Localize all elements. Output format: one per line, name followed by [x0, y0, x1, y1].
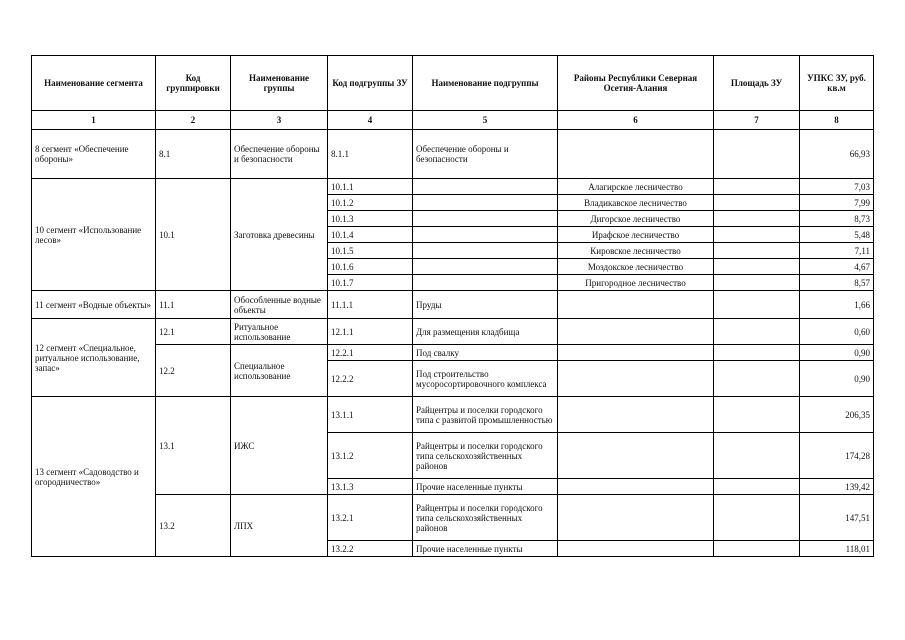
subgroup-code: 10.1.4 [328, 227, 413, 243]
column-number: 7 [714, 111, 800, 130]
subgroup-code: 8.1.1 [328, 130, 413, 179]
subgroup-name: Прочие населенные пункты [413, 479, 558, 495]
subgroup-name: Для размещения кладбища [413, 319, 558, 345]
subgroup-name [413, 243, 558, 259]
subgroup-code: 10.1.2 [328, 195, 413, 211]
area [714, 275, 800, 291]
table-row [32, 345, 874, 361]
upks-value: 8,73 [800, 211, 874, 227]
area [714, 495, 800, 541]
upks-value: 4,67 [800, 259, 874, 275]
table-row [32, 291, 874, 319]
table-row [32, 179, 874, 195]
subgroup-name [413, 275, 558, 291]
upks-value: 0,60 [800, 319, 874, 345]
upks-value: 0,90 [800, 361, 874, 397]
district: Алагирское лесничество [558, 179, 714, 195]
header-cell: Районы Республики Северная Осетия-Алания [558, 56, 714, 111]
subgroup-code: 13.1.1 [328, 397, 413, 433]
segment-name: 13 сегмент «Садоводство и огородничество» [32, 397, 156, 557]
district [558, 433, 714, 479]
upks-value: 118,01 [800, 541, 874, 557]
column-number: 3 [231, 111, 328, 130]
group-name: ЛПХ [231, 495, 328, 557]
subgroup-code: 10.1.5 [328, 243, 413, 259]
header-cell: Код подгруппы ЗУ [328, 56, 413, 111]
column-number: 6 [558, 111, 714, 130]
district [558, 495, 714, 541]
group-name: Ритуальное использование [231, 319, 328, 345]
upks-value: 7,03 [800, 179, 874, 195]
subgroup-name: Прочие населенные пункты [413, 541, 558, 557]
district: Моздокское лесничество [558, 259, 714, 275]
area [714, 291, 800, 319]
area [714, 130, 800, 179]
column-number: 2 [156, 111, 231, 130]
subgroup-name: Райцентры и поселки городского типа сельскохозяйственных районов [413, 495, 558, 541]
subgroup-name: Пруды [413, 291, 558, 319]
subgroup-code: 11.1.1 [328, 291, 413, 319]
upks-value: 8,57 [800, 275, 874, 291]
area [714, 211, 800, 227]
district: Ирафское лесничество [558, 227, 714, 243]
group-code: 8.1 [156, 130, 231, 179]
header-row [32, 56, 874, 111]
upks-value: 0,90 [800, 345, 874, 361]
subgroup-name [413, 227, 558, 243]
area [714, 195, 800, 211]
area [714, 541, 800, 557]
header-cell: Площадь ЗУ [714, 56, 800, 111]
group-code: 11.1 [156, 291, 231, 319]
area [714, 259, 800, 275]
district: Владикавское лесничество [558, 195, 714, 211]
group-code: 12.2 [156, 345, 231, 397]
subgroup-code: 12.2.2 [328, 361, 413, 397]
table-row [32, 495, 874, 541]
subgroup-code: 13.1.2 [328, 433, 413, 479]
upks-value: 66,93 [800, 130, 874, 179]
district [558, 397, 714, 433]
subgroup-name: Райцентры и поселки городского типа сельскохозяйственных районов [413, 433, 558, 479]
subgroup-code: 13.2.1 [328, 495, 413, 541]
area [714, 179, 800, 195]
subgroup-code: 12.2.1 [328, 345, 413, 361]
area [714, 397, 800, 433]
area [714, 319, 800, 345]
upks-value: 139,42 [800, 479, 874, 495]
header-cell: Код группировки [156, 56, 231, 111]
district: Дигорское лесничество [558, 211, 714, 227]
upks-value: 7,99 [800, 195, 874, 211]
area [714, 243, 800, 259]
header-cell: Наименование подгруппы [413, 56, 558, 111]
group-code: 13.2 [156, 495, 231, 557]
district [558, 130, 714, 179]
district [558, 345, 714, 361]
subgroup-name: Обеспечение обороны и безопасности [413, 130, 558, 179]
upks-value: 5,48 [800, 227, 874, 243]
segment-name: 10 сегмент «Использование лесов» [32, 179, 156, 291]
column-number: 5 [413, 111, 558, 130]
district [558, 541, 714, 557]
table-row [32, 397, 874, 433]
segment-name: 12 сегмент «Специальное, ритуальное использование, запас» [32, 319, 156, 397]
district [558, 479, 714, 495]
subgroup-code: 10.1.7 [328, 275, 413, 291]
header-cell: УПКС ЗУ, руб. кв.м [800, 56, 874, 111]
header-cell: Наименование сегмента [32, 56, 156, 111]
segment-name: 11 сегмент «Водные объекты» [32, 291, 156, 319]
upks-value: 1,66 [800, 291, 874, 319]
column-number: 8 [800, 111, 874, 130]
subgroup-name [413, 195, 558, 211]
group-code: 12.1 [156, 319, 231, 345]
area [714, 227, 800, 243]
header-cell: Наименование группы [231, 56, 328, 111]
district [558, 291, 714, 319]
group-name: ИЖС [231, 397, 328, 495]
area [714, 361, 800, 397]
group-name: Заготовка древесины [231, 179, 328, 291]
column-number: 4 [328, 111, 413, 130]
subgroup-name: Райцентры и поселки городского типа с развитой промышленностью [413, 397, 558, 433]
subgroup-name [413, 179, 558, 195]
group-name: Обособленные водные объекты [231, 291, 328, 319]
area [714, 345, 800, 361]
column-number-row [32, 111, 874, 130]
group-name: Специальное использование [231, 345, 328, 397]
table-row [32, 130, 874, 179]
segment-name: 8 сегмент «Обеспечение обороны» [32, 130, 156, 179]
upks-value: 7,11 [800, 243, 874, 259]
column-number: 1 [32, 111, 156, 130]
district [558, 361, 714, 397]
subgroup-code: 13.1.3 [328, 479, 413, 495]
subgroup-name: Под строительство мусоросортировочного комплекса [413, 361, 558, 397]
subgroup-code: 10.1.6 [328, 259, 413, 275]
group-code: 10.1 [156, 179, 231, 291]
area [714, 479, 800, 495]
district: Пригородное лесничество [558, 275, 714, 291]
district: Кировское лесничество [558, 243, 714, 259]
table-row [32, 319, 874, 345]
district [558, 319, 714, 345]
subgroup-name [413, 211, 558, 227]
subgroup-code: 12.1.1 [328, 319, 413, 345]
upks-value: 174,28 [800, 433, 874, 479]
upks-value: 147,51 [800, 495, 874, 541]
cadastral-value-table [31, 55, 874, 557]
group-code: 13.1 [156, 397, 231, 495]
subgroup-code: 10.1.3 [328, 211, 413, 227]
area [714, 433, 800, 479]
subgroup-name [413, 259, 558, 275]
upks-value: 206,35 [800, 397, 874, 433]
subgroup-name: Под свалку [413, 345, 558, 361]
group-name: Обеспечение обороны и безопасности [231, 130, 328, 179]
subgroup-code: 10.1.1 [328, 179, 413, 195]
subgroup-code: 13.2.2 [328, 541, 413, 557]
